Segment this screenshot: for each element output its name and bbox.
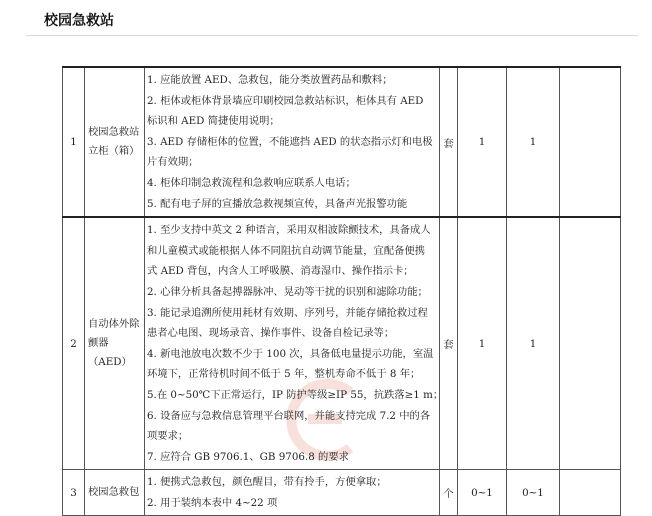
requirement-line: 环境下，正常待机时间不低于 5 年，整机寿命不低于 8 年；: [147, 368, 421, 381]
row-qty-a: 1: [458, 67, 507, 217]
row-unit: 套: [440, 67, 458, 217]
requirement-line: 7. 应符合 GB 9706.1、GB 9706.8 的要求: [147, 450, 349, 463]
table-row: [63, 67, 621, 217]
requirement-line: 5. 配有电子屏的宣播放急救视频宣传，具备声光报警功能: [147, 197, 408, 210]
requirement-line: 和儿童模式或能根据人体不同阻抗自动调节能量，宜配备便携: [147, 244, 426, 257]
table-row: [63, 217, 621, 470]
row-unit: 个: [440, 470, 458, 516]
row-seq: 2: [63, 217, 85, 470]
requirement-line: 4. 柜体印制急救流程和急救响应联系人电话；: [147, 176, 356, 189]
title-divider: [26, 35, 638, 36]
requirement-line: 4. 新电池放电次数不少于 100 次，具备低电量提示功能，室温: [147, 347, 434, 360]
table-row: [63, 470, 621, 516]
requirement-line: 2. 心律分析具备起搏器脉冲、晃动等干扰的识别和滤除功能；: [147, 285, 428, 298]
row-seq: 1: [63, 67, 85, 217]
row-requirements: [145, 470, 440, 516]
row-seq: 3: [63, 470, 85, 516]
requirement-line: 2. 用于装纳本表中 4~22 项: [147, 496, 278, 509]
page-title: 校园急救站: [44, 13, 114, 29]
row-remark: [560, 470, 621, 516]
requirement-line: 标识和 AED 简捷使用说明；: [147, 115, 280, 128]
row-remark: [560, 217, 621, 470]
row-qty-a: 0~1: [458, 470, 507, 516]
requirement-line: 1. 至少支持中英文 2 种语言，采用双相波除颤技术，具备成人: [147, 224, 431, 237]
row-requirements: [145, 67, 440, 217]
requirement-line: 式 AED 背包，内含人工呼吸膜、消毒湿巾、操作指示卡；: [147, 265, 414, 278]
requirement-line: 1. 便携式急救包，颜色醒目，带有拎手，方便拿取；: [147, 476, 387, 489]
row-qty-a: 1: [458, 217, 507, 470]
requirement-line: 项要求；: [147, 430, 189, 443]
requirement-line: 3. AED 存储柜体的位置，不能遮挡 AED 的状态指示灯和电极: [147, 135, 433, 148]
row-qty-b: 1: [507, 217, 560, 470]
requirement-line: 片有效期；: [147, 156, 199, 169]
row-qty-b: 1: [507, 67, 560, 217]
row-name: 校园急救站立柜（箱）: [85, 67, 145, 217]
row-requirements: [145, 217, 444, 470]
requirement-line: 3. 能记录追溯所使用耗材有效期、序列号，并能存储抢救过程: [147, 306, 428, 319]
row-name: 自动体外除颤器（AED）: [85, 217, 145, 470]
requirement-line: 患者心电图、现场录音、操作事件、设备自检记录等；: [147, 327, 395, 340]
requirement-line: 5.在 0~50℃下正常运行，IP 防护等级≥IP 55，抗跌落≥1 m；: [147, 388, 444, 401]
requirement-line: 2. 柜体或柜体背景墙应印刷校园急救站标识，柜体具有 AED: [147, 94, 424, 107]
row-remark: [560, 67, 621, 217]
requirement-line: 1. 应能放置 AED、急救包，能分类放置药品和敷料；: [147, 74, 393, 86]
row-name: 校园急救包: [85, 470, 145, 516]
row-unit: 套: [440, 217, 458, 470]
requirement-line: 6. 设备应与急救信息管理平台联网，并能支持完成 7.2 中的各: [147, 409, 431, 422]
spec-table: [62, 66, 621, 516]
row-qty-b: 0~1: [507, 470, 560, 516]
